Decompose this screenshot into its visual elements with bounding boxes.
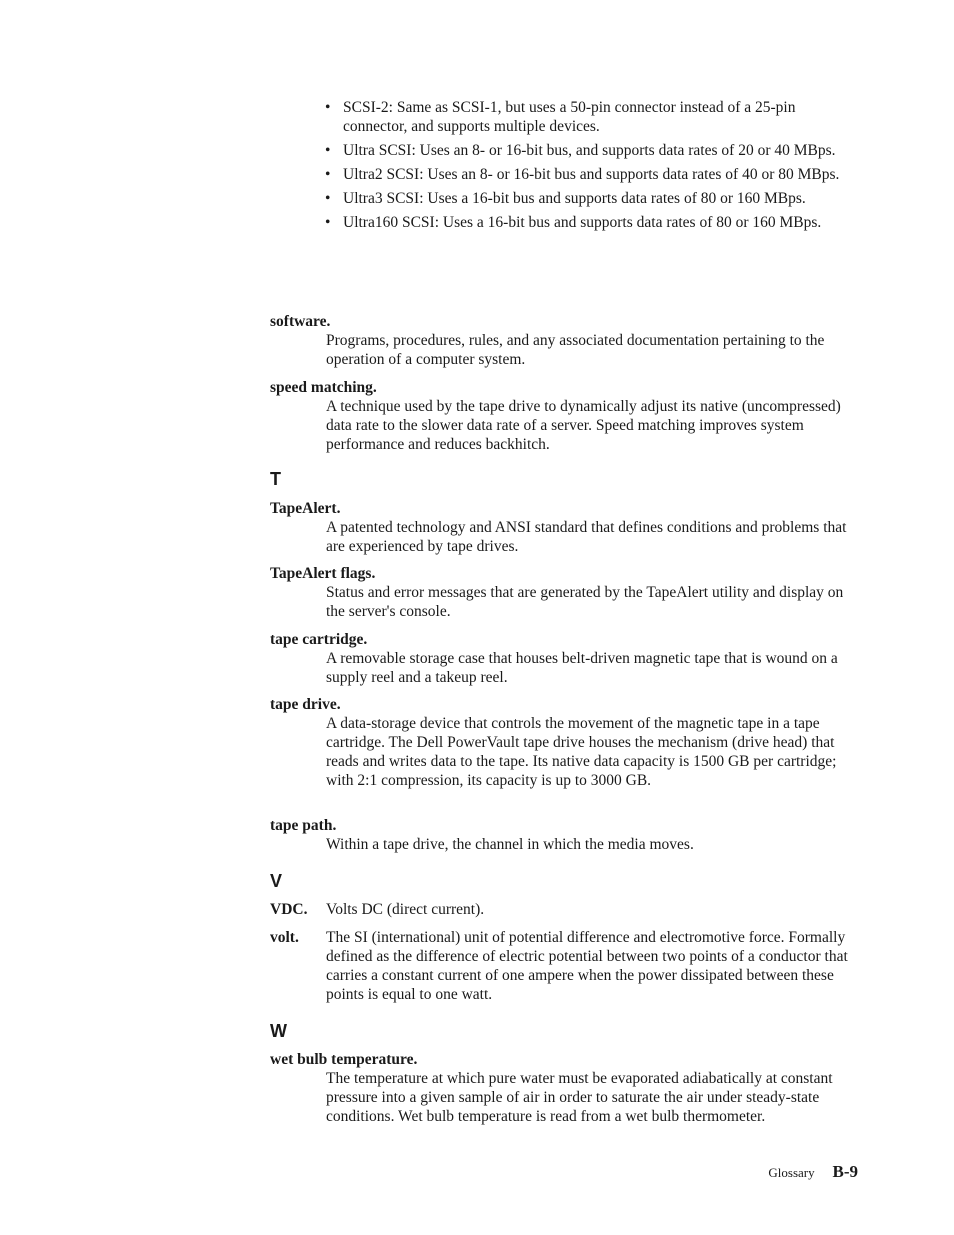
glossary-entry-software [270,312,860,369]
glossary-term: speed matching. [270,379,377,396]
footer-section-name: Glossary [768,1165,815,1180]
glossary-entry-vdc [270,900,860,919]
glossary-definition: The temperature at which pure water must be evaporated adiabatically at constant pressure into a given sample of air in order to saturate the air under steady-state conditions. Wet bulb temperature is read from a wet bulb thermometer. [326,1070,833,1125]
glossary-term: tape cartridge. [270,631,368,648]
bullet-icon: • [325,166,331,183]
list-item-text: Ultra3 SCSI: Uses a 16-bit bus and supports data rates of 80 or 160 MBps. [343,190,806,207]
page-number: B-9 [832,1162,858,1181]
section-heading-w: W [270,1021,287,1041]
glossary-definition: Status and error messages that are generated by the TapeAlert utility and display on the server's console. [326,584,844,620]
glossary-definition: The SI (international) unit of potential difference and electromotive force. Formally defined as the difference of electric potential between two points of a conductor that carries a constant current of one ampere when the power dissipated between these points is equal to one watt. [326,929,848,1003]
glossary-definition: A data-storage device that controls the movement of the magnetic tape in a tape cartridge. The Dell PowerVault tape drive houses the mechanism (drive head) that reads and writes data to the tape. Its native data capacity is 1500 GB per cartridge; with 2:1 compression, its capacity is up to 3000 GB. [326,715,837,789]
glossary-entry-tapealert [270,499,860,556]
glossary-entry-volt [270,928,860,1004]
section-heading-v: V [270,871,283,891]
glossary-definition: A removable storage case that houses belt-driven magnetic tape that is wound on a supply reel and a takeup reel. [326,650,838,686]
glossary-entry-wet-bulb-temperature [270,1050,860,1126]
glossary-definition: Within a tape drive, the channel in which the media moves. [326,836,694,853]
glossary-term: TapeAlert flags. [270,565,376,582]
glossary-definition: A patented technology and ANSI standard that defines conditions and problems that are experienced by tape drives. [326,519,847,555]
glossary-definition: Programs, procedures, rules, and any associated documentation pertaining to the operation of a computer system. [326,332,825,368]
list-item-text: SCSI-2: Same as SCSI-1, but uses a 50-pin connector instead of a 25-pin connector, and supports multiple devices. [343,99,796,135]
section-heading-t: T [270,469,281,489]
list-item [325,213,855,232]
list-item [325,98,855,136]
glossary-term: tape drive. [270,696,341,713]
glossary-definition: Volts DC (direct current). [326,901,485,918]
glossary-entry-tape-path [270,816,860,854]
glossary-entry-tape-cartridge [270,630,860,687]
glossary-term: software. [270,313,331,330]
bullet-icon: • [325,99,331,116]
glossary-term: tape path. [270,817,337,834]
list-item-text: Ultra SCSI: Uses an 8- or 16-bit bus, and supports data rates of 20 or 40 MBps. [343,142,836,159]
glossary-term: TapeAlert. [270,500,341,517]
bullet-icon: • [325,214,331,231]
scsi-types-list [325,98,855,237]
glossary-entry-tapealert-flags [270,564,860,621]
glossary-entry-speed-matching [270,378,860,454]
glossary-term: VDC. [270,901,308,918]
list-item [325,141,855,160]
glossary-term: wet bulb temperature. [270,1051,418,1068]
list-item-text: Ultra2 SCSI: Uses an 8- or 16-bit bus and supports data rates of 40 or 80 MBps. [343,166,840,183]
list-item [325,165,855,184]
glossary-definition: A technique used by the tape drive to dynamically adjust its native (uncompressed) data rate to the slower data rate of a server. Speed matching improves system performance and reduces backhitch. [326,398,841,453]
list-item-text: Ultra160 SCSI: Uses a 16-bit bus and supports data rates of 80 or 160 MBps. [343,214,822,231]
glossary-entry-tape-drive [270,695,860,790]
list-item [325,189,855,208]
glossary-term: volt. [270,929,299,946]
page-footer [768,1162,858,1182]
bullet-icon: • [325,142,331,159]
bullet-icon: • [325,190,331,207]
